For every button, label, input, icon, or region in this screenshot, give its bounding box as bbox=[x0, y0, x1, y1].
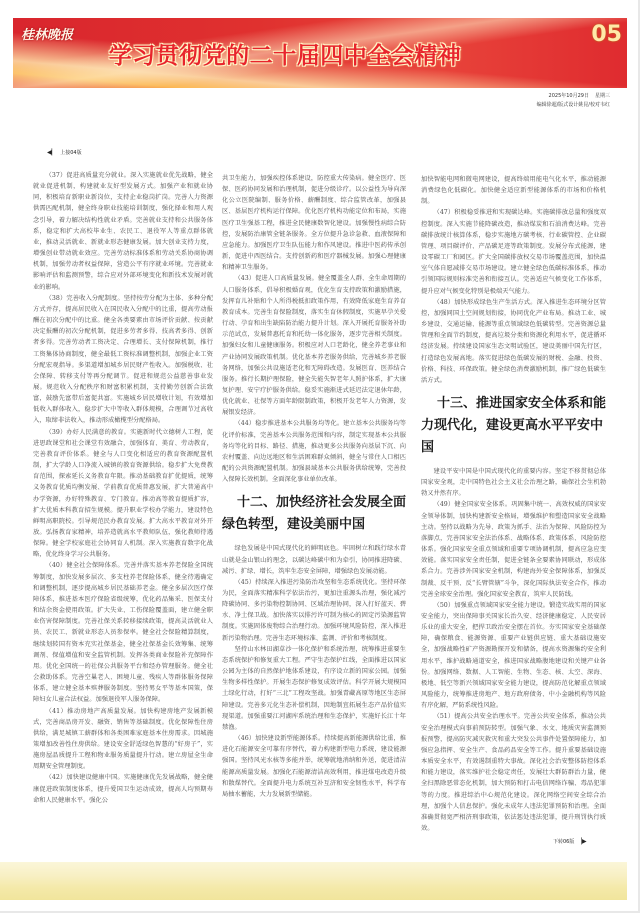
continue-from-link[interactable] bbox=[47, 149, 82, 156]
page-title: 学习贯彻党的二十届四中全会精神 bbox=[108, 43, 462, 69]
footer-decorative-band bbox=[0, 862, 627, 900]
article-column-3 bbox=[421, 174, 606, 834]
page-number: 05 bbox=[591, 22, 622, 47]
paragraph: （37）促进高质量充分就业。深入实施就业优先战略，健全就业促进机制，构建就业友好型发展方式。加强产业和就业协同，积极培育新职业新岗位，支持企业稳岗扩岗。完善人力资源供需匹配机制，健全终身职业技能培训制度，强化择业和用人观念引导，着力解决结构性就业矛盾。完善就业支持和公共服务体系，稳定和扩大高校毕业生、农民工、退役军人等重点群体就业，推动灵活就业、新就业形态健康发展。加大创业支持力度，增强创业带动就业效应。完善劳动标准体系和劳动关系协商协调机制，加强劳动者权益保障，营造公平有序就业环境。完善就业影响评估和监测预警，综合应对外部环境变化和新技术发展对就业的影响。 bbox=[33, 172, 213, 291]
continue-from-label: 上接04版 bbox=[60, 150, 82, 156]
paragraph: （47）积极稳妥推进和实现碳达峰。实施碳排放总量和强度双控制度。深入实施节能降碳改造，推动煤炭和石油消费达峰。完善碳排放统计核算体系，稳步实施地方碳考核、行业碳管控、企业碳管理、项目碳评价、产品碳足迹等政策制度。发展分布式能源，建设零碳工厂和园区。扩大全国碳排放权交易市场覆盖范围，加快温室气体自愿减排交易市场建设。建立健全绿色低碳标准体系，推动引领国际规则标准完善和衔接互认。完善适应气候变化工作体系，提升应对气候变化特别是极端天气能力。 bbox=[421, 209, 606, 295]
left-pointer-icon: ◀▏ bbox=[47, 149, 57, 156]
issue-date-line bbox=[543, 92, 610, 99]
section-12-heading bbox=[222, 492, 406, 536]
section-12-heading-line2: 绿色转型，建设美丽中国 bbox=[222, 517, 366, 533]
paragraph: 共卫生能力，加强疾控体系建设，防控重大传染病。健全医疗、医保、医药协同发展和治理机制，促进分级诊疗。以公益性为导向深化公立医院编制、服务价格、薪酬制度、综合监管改革，加强县区、基层医疗机构运行保障。优化医疗机构功能定位和布局，实施医疗卫生强基工程，推进全民健康数智化建设。加强慢性病综合防控，发展防治康管全链条服务。全方位提升急诊急救、血液保障和应急能力。加强医疗卫生队伍能力和作风建设。推进中医药传承创新，促进中西医结合。支持创新药和医疗器械发展。加强心理健康和精神卫生服务。 bbox=[222, 175, 406, 272]
newspaper-logo: 桂林晚报 bbox=[21, 28, 74, 43]
paragraph: 坚持山水林田湖草沙一体化保护和系统治理，统筹推进重要生态系统保护和修复重大工程。严守生态保护红线，全面推进以国家公园为主体的自然保护地体系建设，有序设立新的国家公园。加强生物多样性保护。开展生态保护修复成效评估。科学开展大规模国土绿化行动，打好“三北”工程攻坚战。加强青藏高原等地区生态屏障建设。完善多元化生态补偿机制，因地制宜拓展生态产品价值实现渠道。加强重要江河湖库系统治理和生态保护，实施好长江十年禁渔。 bbox=[222, 645, 406, 731]
article-column-2 bbox=[222, 173, 406, 800]
issue-weekday: 星期三 bbox=[594, 93, 610, 99]
paragraph: （45）持续深入推进污染防治攻坚和生态系统优化。坚持环保为民，全面落实精准科学依法治污，更加注重源头治理，强化减污降碳协同、多污染物控制协同、区域治理协同，深入打好蓝天、碧水、净土保卫战。加快落实以排污许可制为核心的固定污染源监管制度。实施固体废物综合治理行动。加强环境风险防控，深入推进新污染物治理。完善生态环境标准、监测、评价和考核制度。 bbox=[222, 578, 406, 642]
paragraph: （44）稳步推进基本公共服务均等化。建立基本公共服务均等化评价标准，完善基本公共服务范围和内容，制定实现基本公共服务均等化的目标、路径、措施，推动更多公共服务向基层下沉、向农村覆盖、向边远地区和生活困难群众倾斜，健全与常住人口相匹配的公共资源配置机制。加强县域基本公共服务供给统筹，完善投入保障长效机制。全面深化事业单位改革。 bbox=[222, 420, 406, 484]
paragraph: （51）提高公共安全治理水平。完善公共安全体系，推动公共安全治理模式向事前预防转型。加强气象、水文、地质灾害监测预报预警，提高防灾减灾救灾和重大突发公共事件处置保障能力，加强应急指挥、安全生产、食品药品安全等工作。提升重要基础设施本质安全水平，有效遏制重特大事故。深化社会治安整体防控体系和能力建设，落实维护社会稳定责任，发展壮大群防群治力量，健全扫黑除恶常态化机制，加大预防和打击电信网络诈骗、毒品犯罪等的力度。推进综治中心规范化建设。深化网络空间安全综合治理，加强个人信息保护。强化未成年人违法犯罪预防和治理。全面准确贯彻宽严相济刑事政策，依法惩处违法犯罪，提升刑罚执行质效。 bbox=[421, 713, 606, 832]
paragraph: （48）加快形成绿色生产生活方式。深入推进生态环境分区管控，加强同国土空间规划衔接，协同优化产业布局。推动工业、城乡建设、交通运输、能源等重点领域绿色低碳转型。完善资源总量管理和全面节约制度，提高垃圾分类和资源化利用水平，促进循环经济发展。持续建设国家生态文明试验区，建设美丽中国先行区，打造绿色发展高地。落实促进绿色低碳发展的财税、金融、投资、价格、科技、环保政策。健全绿色消费激励机制，推广绿色低碳生活方式。 bbox=[421, 298, 606, 384]
right-pointer-icon: ▕▶ bbox=[577, 838, 587, 845]
section-12-heading-line1: 十二、加快经济社会发展全面 bbox=[236, 495, 406, 511]
section-13-heading-line2: 力现代化，建设更高水平平安中国 bbox=[421, 417, 604, 455]
paragraph: （40）健全社会保障体系。完善并落实基本养老保险全国统筹制度，加快发展多层次、多支柱养老保险体系，健全待遇确定和调整机制，逐步提高城乡居民基础养老金。健全多层次医疗保障体系，推进基本医疗保险省级统筹，优化药品集采、医保支付和结余资金使用政策。扩大失业、工伤保险覆盖面，建立健全职业伤害保障制度。完善社保关系转移接续政策，提高灵活就业人员、农民工、新就业形态人员参保率。健全社会保险精算制度，继续划转国有资本充实社保基金，健全社保基金长效筹集、统筹调剂、保值增值和安全监管机制。发挥各类商业保险补充保障作用。优化全国统一的社保公共服务平台和经办管理服务。健全社会救助体系。完善空巢老人、困境儿童、残疾人等群体服务保障体系，建立健全基本殡葬服务制度。坚持男女平等基本国策，保障妇女儿童合法权益。加强退役军人服务保障。 bbox=[33, 562, 213, 704]
paragraph: 建设平安中国是中国式现代化的重要内容。坚定不移贯彻总体国家安全观，走中国特色社会主义社会治理之路，确保社会生机勃勃又井然有序。 bbox=[421, 467, 606, 498]
issue-date: 2025年10月29日 bbox=[548, 93, 589, 99]
paragraph: （42）加快建设健康中国。实施健康优先发展战略，健全健康促进政策制度体系，提升爱国卫生运动成效，提高人均预期寿命和人民健康水平。强化公 bbox=[33, 774, 213, 804]
paragraph: （50）加强重点领域国家安全能力建设。锻造实战实用的国家安全能力，突出保障事关国家长治久安、经济健康稳定、人民安居乐业的重大安全，把捍卫政治安全摆在首位。夯实国家安全基础保障，确保粮食、能源资源、重要产业链供应链、重大基础设施安全，加强战略性矿产资源勘探开发和储备，提高水资源集约安全利用水平，维护战略通道安全，推进国家战略腹地建设和关键产业备份。加强网络、数据、人工智能、生物、生态、核、太空、深海、极地、低空等新兴领域国家安全能力建设，提高防范化解重点领域风险能力，统筹推进房地产、地方政府债务、中小金融机构等风险有序化解，严防系统性风险。 bbox=[421, 601, 606, 710]
editor-credits: 编辑徐超/版式设计姚昆/校对韦红 bbox=[536, 102, 610, 108]
paragraph: 绿色发展是中国式现代化的鲜明底色。牢固树立和践行绿水青山就是金山银山的理念，以碳达峰碳中和为牵引，协同推进降碳、减污、扩绿、增长，筑牢生态安全屏障，增强绿色发展动能。 bbox=[222, 545, 406, 575]
section-13-heading bbox=[421, 393, 606, 459]
continue-to-label: 下转06版 bbox=[553, 839, 575, 845]
article-column-1 bbox=[33, 170, 213, 806]
masthead-banner bbox=[13, 18, 627, 88]
paragraph: （41）推动房地产高质量发展。加快构建房地产发展新模式，完善商品房开发、融资、销售等基础制度。优化保障性住房供给，满足城镇工薪群体和各类困难家庭基本住房需求。因城施策增加改善性住房供给。建设安全舒适绿色智慧的“好房子”，实施房屋品质提升工程和物业服务质量提升行动。建立房屋全生命周期安全管理制度。 bbox=[33, 707, 213, 771]
paragraph: 加快智能电网和微电网建设，提高终端用能电气化水平，推动能源消费绿色化低碳化。加快健全适应新型能源体系的市场和价格机制。 bbox=[421, 176, 606, 206]
paragraph: （43）促进人口高质量发展。健全覆盖全人群、全生命周期的人口服务体系，倡导积极婚育观，优化生育支持政策和激励措施，发挥育儿补贴和个人所得税抵扣政策作用，有效降低家庭生育养育教育成本。完善生育保险制度，落实生育休假制度，实施早孕关爱行动、孕育和出生缺陷防治能力提升计划。深入开展托育服务补助示范试点，发展普惠托育和托幼一体化服务，逐步完善相关制度。加强妇女和儿童健康服务。积极应对人口老龄化，健全养老事业和产业协同发展政策机制。优化基本养老服务供给，完善城乡养老服务网络，加强公共设施适老化和无障碍改造。发展医育、医养结合服务。推行长期护理保险，健全失能失智老年人照护体系，扩大康复护理、安宁疗护服务供给。稳妥实施渐进式延迟法定退休年龄，优化就业、社保等方面年龄限制政策，积极开发老年人力资源，发展银发经济。 bbox=[222, 275, 406, 417]
continue-to-link[interactable] bbox=[553, 838, 587, 845]
paragraph: （49）健全国家安全体系。巩固集中统一、高效权威的国家安全领导体制，加快构建新安全格局，增强维护和塑造国家安全战略主动。坚持以战略为先导、政策为抓手、法治为保障、风险防控为落脚点，完善国家安全法治体系、战略体系、政策体系、风险防控体系。强化国家安全重点领域和重要专项协调机制，提高应急应变效能。落实国家安全责任制，促进全链条全要素协同联动，形成体系合力。完善涉外国家安全机制，构建海外安全保障体系，加强反制裁、反干预、反“长臂管辖”斗争，深化国际执法安全合作，推动完善全球安全治理。强化国家安全教育，筑牢人民防线。 bbox=[421, 501, 606, 598]
section-13-heading-line1: 十三、推进国家安全体系和能 bbox=[436, 395, 606, 411]
paragraph: （38）完善收入分配制度。坚持按劳分配为主体、多种分配方式并存，提高居民收入在国民收入分配中的比重，提高劳动报酬在初次分配中的比重。健全各类要素由市场评价贡献、按贡献决定报酬的初次分配机制，促进多劳者多得、技高者多得、创新者多得。完善劳动者工资决定、合理增长、支付保障机制，推行工资集体协商制度，健全最低工资标准调整机制，加强企业工资分配宏观指导。多渠道增加城乡居民财产性收入。加强税收、社会保障、转移支付等再分配调节。促进和规范公益慈善事业发展。规范收入分配秩序和财富积累机制，支持勤劳创新合法致富，鼓励先富带后富促共富。实施城乡居民增收计划，有效增加低收入群体收入，稳步扩大中等收入群体规模，合理调节过高收入，取缔非法收入，推动形成橄榄型分配格局。 bbox=[33, 294, 213, 425]
paragraph: （39）办好人民满意的教育。实施新时代立德树人工程，促进思政课堂和社会课堂有效融合，加强体育、美育、劳动教育，完善教育评价体系。健全与人口变化相适应的教育资源配置机制，扩大学龄人口净流入城镇的教育资源供给。稳步扩大免费教育范围，探索延长义务教育年限。推动基础教育扩优提质，统筹义务教育优质均衡发展、学前教育优质普惠发展，扩大普通高中办学资源，办好特殊教育、专门教育。推动高等教育提质扩容，扩大优质本科教育招生规模。提升职业学校办学能力，建设特色鲜明高职院校。引导规范民办教育发展。扩大高水平教育对外开放。弘扬教育家精神，培养造就高水平教师队伍，强化教师待遇保障。健全学校家庭社会协同育人机制。深入实施教育数字化战略，优化终身学习公共服务。 bbox=[33, 428, 213, 559]
paragraph: （46）加快建设新型能源体系。持续提高新能源供给比重，推进化石能源安全可靠有序替代，着力构建新型电力系统，建设能源强国。坚持风光水核等多能并举，统筹就地消纳和外送，促进清洁能源高质量发展。加强化石能源清洁高效利用，推进煤电改造升级和散煤替代。全面提升电力系统互补互济和安全韧性水平，科学布局抽水蓄能，大力发展新型储能。 bbox=[222, 735, 406, 798]
